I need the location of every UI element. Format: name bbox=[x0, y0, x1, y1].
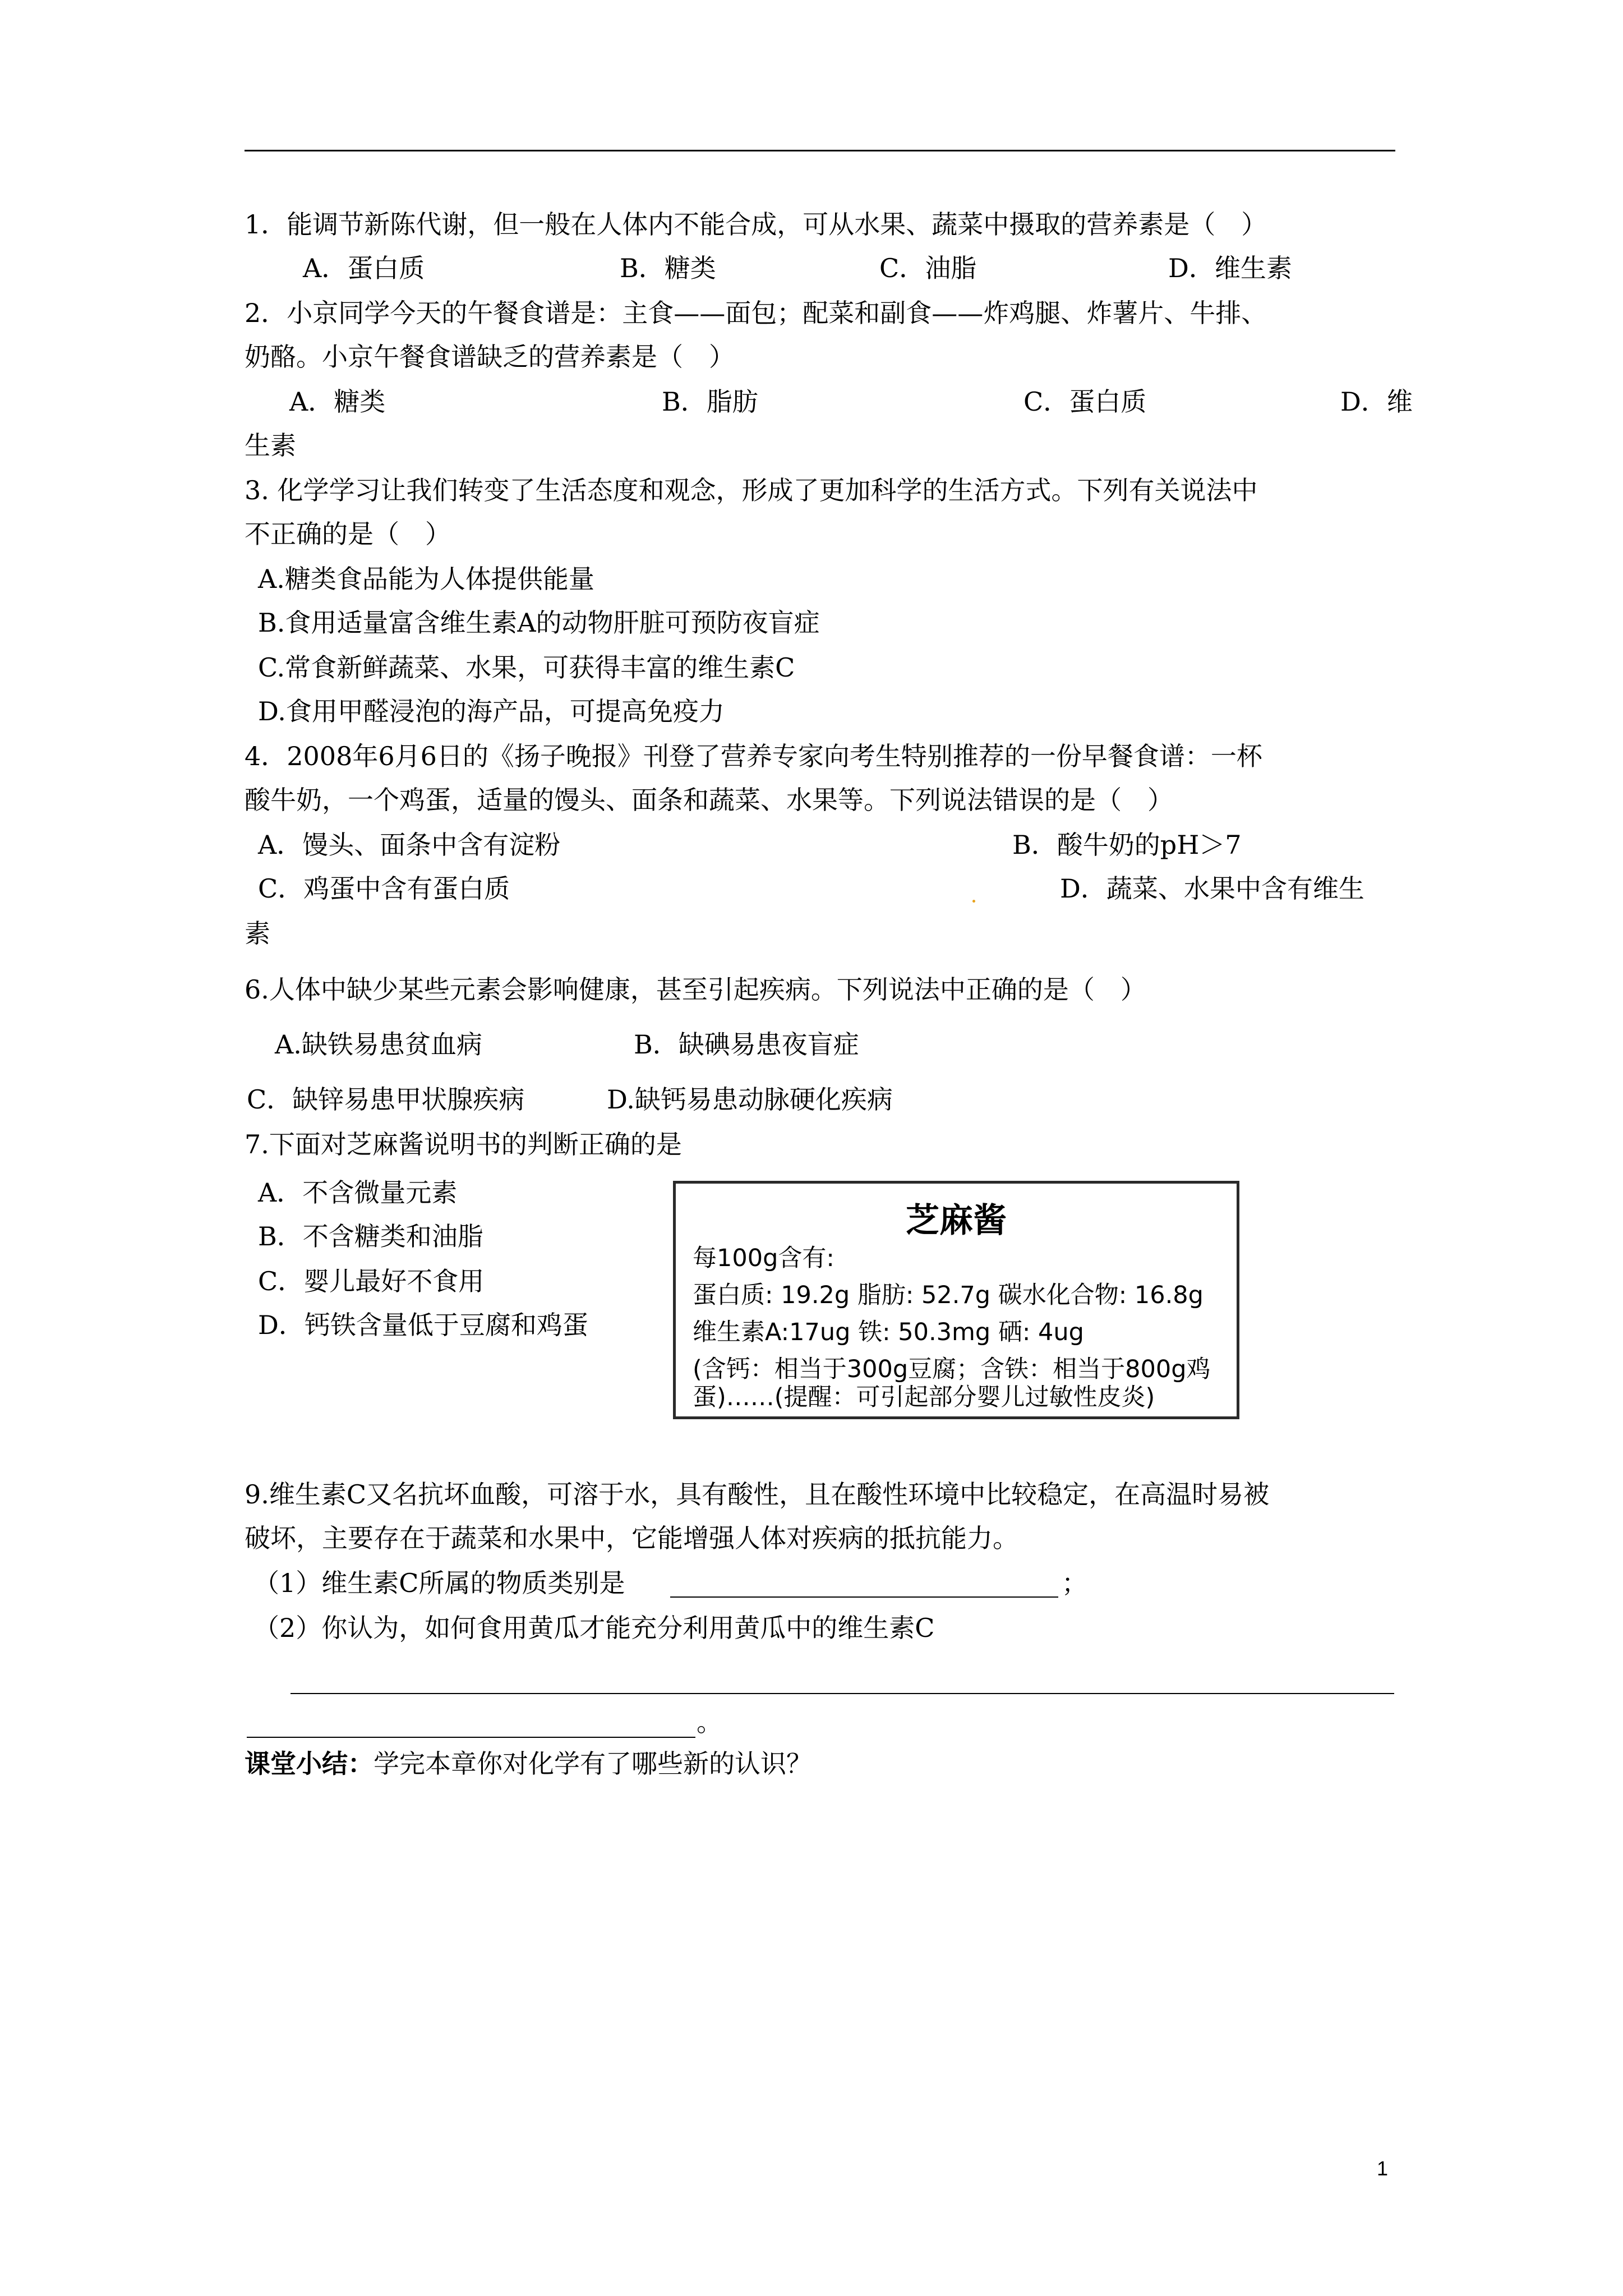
q1-option-a: A．蛋白质 bbox=[303, 253, 425, 283]
q9-part2-prompt: （2）你认为，如何食用黄瓜才能充分利用黄瓜中的维生素C bbox=[253, 1613, 935, 1643]
q3-stem-line2: 不正确的是（ ） bbox=[245, 519, 451, 549]
q9-stem-line1: 9.维生素C又名抗坏血酸，可溶于水，具有酸性，且在酸性环境中比较稳定，在高温时易被 bbox=[245, 1479, 1270, 1510]
q6-option-b: B．缺碘易患夜盲症 bbox=[634, 1029, 859, 1060]
q4-option-c: C．鸡蛋中含有蛋白质 bbox=[258, 873, 510, 904]
page-number: 1 bbox=[1377, 2157, 1389, 2180]
q3-option-b: B.食用适量富含维生素A的动物肝脏可预防夜盲症 bbox=[258, 608, 820, 638]
header-rule bbox=[245, 150, 1395, 151]
summary-label: 课堂小结： bbox=[245, 1749, 374, 1779]
label-line-1: 每100g含有: bbox=[693, 1244, 834, 1272]
q1-option-c: C．油脂 bbox=[879, 253, 977, 283]
stray-dot-mark bbox=[972, 900, 975, 903]
q2-stem-line2: 奶酪。小京午餐食谱缺乏的营养素是（ ） bbox=[245, 342, 735, 372]
sesame-paste-label-box bbox=[673, 1181, 1239, 1419]
q4-option-d: D．蔬菜、水果中含有维生 bbox=[1060, 873, 1364, 904]
label-line-3: 维生素A:17ug 铁: 50.3mg 硒: 4ug bbox=[693, 1318, 1084, 1346]
q9-part2-answer-blank-1[interactable] bbox=[291, 1693, 1394, 1694]
q7-option-b: B．不含糖类和油脂 bbox=[258, 1221, 483, 1251]
summary bbox=[245, 1747, 812, 1780]
q3-stem-line1: 3. 化学学习让我们转变了生活态度和观念，形成了更加科学的生活方式。下列有关说法中 bbox=[245, 475, 1258, 505]
summary-text: 学完本章你对化学有了哪些新的认识？ bbox=[374, 1749, 812, 1779]
q9-part1-end: ； bbox=[1062, 1568, 1087, 1598]
q2-stem-line1: 2．小京同学今天的午餐食谱是：主食——面包；配菜和副食——炸鸡腿、炸薯片、牛排、 bbox=[245, 298, 1267, 328]
q2-option-b: B．脂肪 bbox=[662, 386, 758, 417]
q6-option-d: D.缺钙易患动脉硬化疾病 bbox=[607, 1084, 893, 1115]
q4-stem-line1: 4．2008年6月6日的《扬子晚报》刊登了营养专家向考生特别推荐的一份早餐食谱：一杯 bbox=[245, 741, 1262, 771]
label-title: 芝麻酱 bbox=[906, 1201, 1007, 1240]
q7-option-a: A．不含微量元素 bbox=[258, 1177, 458, 1208]
label-line-4: (含钙：相当于300g豆腐；含铁：相当于800g鸡 bbox=[693, 1355, 1211, 1383]
q4-option-b: B．酸牛奶的pH＞7 bbox=[1012, 830, 1242, 860]
q9-part2-end: 。 bbox=[697, 1707, 722, 1737]
q2-option-a: A．糖类 bbox=[289, 386, 386, 417]
q7-option-c: C．婴儿最好不食用 bbox=[258, 1266, 485, 1296]
q9-part2-answer-blank-2[interactable] bbox=[247, 1737, 695, 1738]
q6-option-c: C．缺锌易患甲状腺疾病 bbox=[247, 1084, 525, 1115]
q3-option-d: D.食用甲醛浸泡的海产品，可提高免疫力 bbox=[258, 696, 725, 726]
label-line-5: 蛋)……(提醒：可引起部分婴儿过敏性皮炎) bbox=[693, 1383, 1155, 1411]
q1-option-d: D．维生素 bbox=[1168, 253, 1292, 283]
label-line-2: 蛋白质: 19.2g 脂肪: 52.7g 碳水化合物: 16.8g bbox=[693, 1281, 1204, 1309]
q4-option-d-continued: 素 bbox=[245, 918, 270, 949]
q7-option-d: D．钙铁含量低于豆腐和鸡蛋 bbox=[258, 1310, 588, 1340]
q1-stem: 1．能调节新陈代谢，但一般在人体内不能合成，可从水果、蔬菜中摄取的营养素是（ ） bbox=[245, 209, 1267, 240]
q2-option-d-continued: 生素 bbox=[245, 430, 296, 461]
q4-stem-line2: 酸牛奶，一个鸡蛋，适量的馒头、面条和蔬菜、水果等。下列说法错误的是（ ） bbox=[245, 785, 1173, 815]
q9-stem-line2: 破坏，主要存在于蔬菜和水果中，它能增强人体对疾病的抵抗能力。 bbox=[245, 1523, 1018, 1553]
q3-option-a: A.糖类食品能为人体提供能量 bbox=[258, 564, 594, 594]
q1-option-b: B．糖类 bbox=[620, 253, 716, 283]
q9-part1-prompt: （1）维生素C所属的物质类别是 bbox=[253, 1568, 625, 1598]
q6-stem: 6.人体中缺少某些元素会影响健康，甚至引起疾病。下列说法中正确的是（ ） bbox=[245, 974, 1146, 1005]
q4-option-a: A．馒头、面条中含有淀粉 bbox=[258, 830, 561, 860]
q9-part1-answer-blank[interactable] bbox=[670, 1596, 1058, 1598]
q6-option-a: A.缺铁易患贫血病 bbox=[275, 1029, 482, 1060]
q3-option-c: C.常食新鲜蔬菜、水果，可获得丰富的维生素C bbox=[258, 652, 795, 683]
q2-option-d: D．维 bbox=[1340, 386, 1413, 417]
q2-option-c: C．蛋白质 bbox=[1023, 386, 1147, 417]
q7-stem: 7.下面对芝麻酱说明书的判断正确的是 bbox=[245, 1129, 682, 1159]
